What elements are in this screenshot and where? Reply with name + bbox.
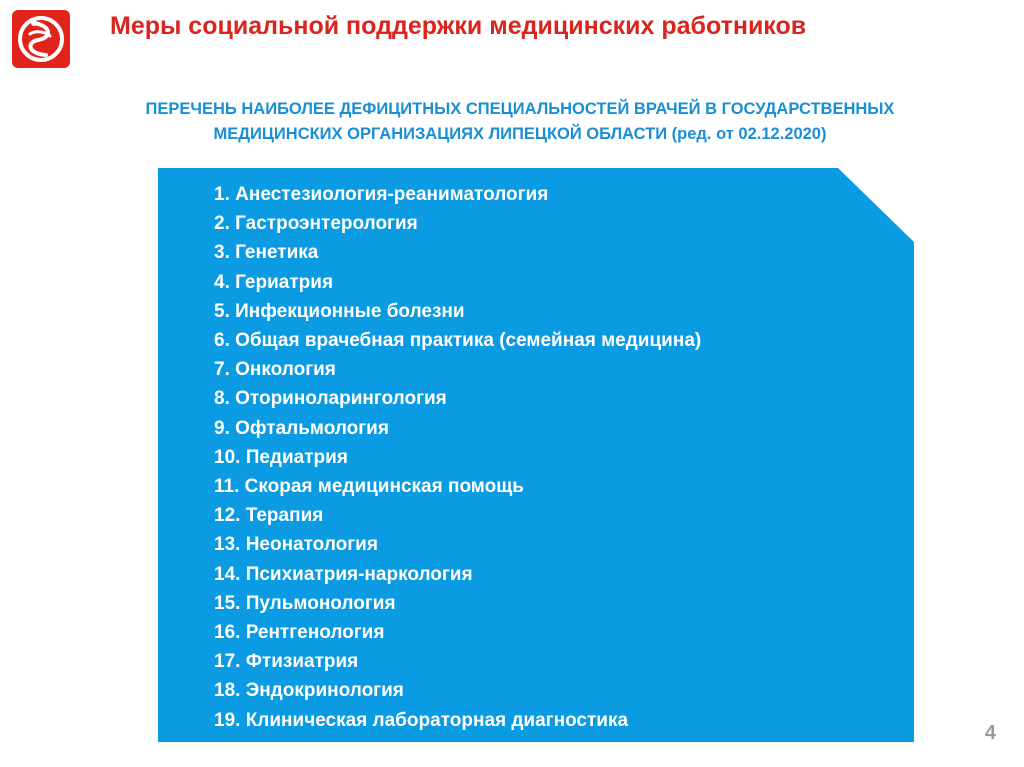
list-item: 13. Неонатология [214,534,378,556]
slide-number: 4 [984,722,996,744]
list-item: 8. Оториноларингология [214,388,447,410]
list-item: 1. Анестезиология-реаниматология [214,184,549,205]
list-item: 11. Скорая медицинская помощь [214,476,524,498]
list-item: 12. Терапия [214,505,324,527]
list-item: 17. Фтизиатрия [214,651,359,673]
list-item: 15. Пульмонология [214,592,396,614]
list-item: 16. Рентгенология [214,622,385,644]
list-item: 18. Эндокринология [214,680,404,702]
specialties-list [214,180,701,735]
list-item: 6. Общая врачебная практика (семейная медицина) [214,330,702,352]
list-item: 19. Клиническая лабораторная диагностика [214,709,629,731]
subtitle [40,97,1000,147]
list-item: 2. Гастроэнтерология [214,213,418,235]
subtitle-line-1: ПЕРЕЧЕНЬ НАИБОЛЕЕ ДЕФИЦИТНЫХ СПЕЦИАЛЬНОСТЕЙ ВРАЧЕЙ В ГОСУДАРСТВЕННЫХ [145,100,895,118]
subtitle-line-2: МЕДИЦИНСКИХ ОРГАНИЗАЦИЯХ ЛИПЕЦКОЙ ОБЛАСТИ (ред. от 02.12.2020) [213,125,827,143]
list-item: 14. Психиатрия-наркология [214,563,473,585]
list-item: 9. Офтальмология [214,417,389,439]
medical-snake-logo-icon [12,10,70,68]
list-item: 10. Педиатрия [214,446,348,468]
page-title: Меры социальной поддержки медицинских работников [110,12,807,40]
list-item: 7. Онкология [214,359,336,381]
list-item: 5. Инфекционные болезни [214,300,465,322]
list-item: 3. Генетика [214,242,319,264]
list-item: 4. Гериатрия [214,271,334,293]
